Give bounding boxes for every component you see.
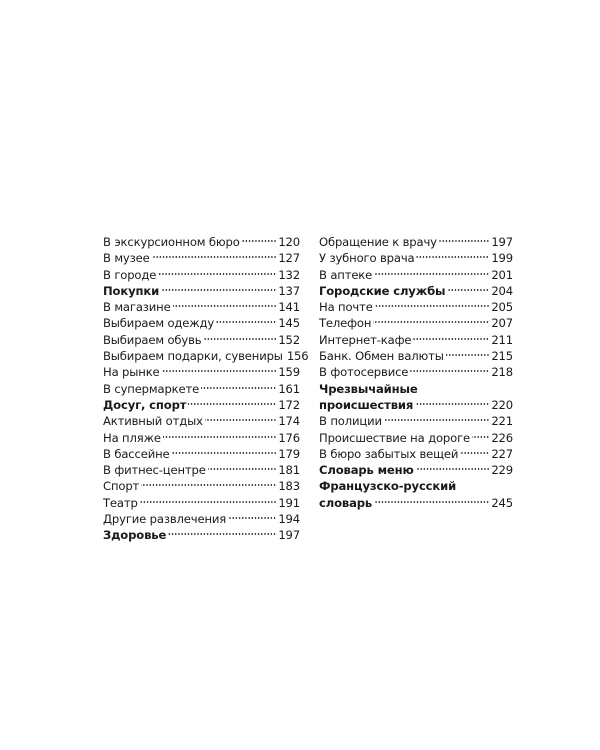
toc-entry-title: В супермаркете xyxy=(103,381,200,396)
toc-entry xyxy=(319,364,513,380)
leader-dots xyxy=(208,467,277,471)
toc-entry xyxy=(103,511,300,527)
toc-entry-title: Другие развлечения xyxy=(103,512,227,527)
toc-section-heading xyxy=(319,478,513,511)
leader-dots xyxy=(158,272,276,276)
toc-section-heading xyxy=(103,397,300,413)
toc-entry-title: На почте xyxy=(319,300,373,315)
leader-dots xyxy=(413,337,489,341)
leader-dots xyxy=(161,288,276,292)
toc-entry xyxy=(103,332,300,348)
toc-entry-page: 191 xyxy=(278,495,300,510)
toc-entry-page: 201 xyxy=(491,267,513,282)
toc-entry-page: 152 xyxy=(278,332,300,347)
toc-entry-title: Банк. Обмен валюты xyxy=(319,349,444,364)
toc-entry-title: Активный отдых xyxy=(103,414,203,429)
toc-entry-page: 161 xyxy=(278,381,300,396)
toc-entry-page: 172 xyxy=(278,397,300,412)
toc-entry-page: 145 xyxy=(278,316,300,331)
toc-entry-title: Интернет-кафе xyxy=(319,332,412,347)
toc-entry-title: Городские службы xyxy=(319,283,446,298)
toc-entry xyxy=(103,234,300,250)
toc-entry xyxy=(319,315,513,331)
toc-entry-page: 205 xyxy=(491,300,513,315)
toc-entry-title-line: словарь xyxy=(319,495,373,510)
leader-dots xyxy=(172,451,277,455)
toc-entry xyxy=(319,348,513,364)
toc-entry-page: 137 xyxy=(278,283,300,298)
leader-dots xyxy=(205,418,277,422)
toc-entry-page: 221 xyxy=(491,414,513,429)
toc-entry-page: 179 xyxy=(278,446,300,461)
toc-entry xyxy=(319,250,513,266)
toc-entry-page: 127 xyxy=(278,251,300,266)
toc-entry-page: 176 xyxy=(278,430,300,445)
toc-entry xyxy=(103,299,300,315)
toc-entry xyxy=(103,462,300,478)
toc-entry xyxy=(103,348,309,364)
leader-dots xyxy=(216,320,276,324)
toc-entry-title: В полиции xyxy=(319,414,382,429)
toc-entry-page: 194 xyxy=(278,512,300,527)
leader-dots xyxy=(152,255,277,259)
toc-entry-title: На рынке xyxy=(103,365,160,380)
toc-entry xyxy=(319,413,513,429)
toc-section-heading xyxy=(319,381,513,414)
leader-dots xyxy=(204,337,277,341)
toc-entry-title: Обращение к врачу xyxy=(319,235,437,249)
toc-entry-page: 156 xyxy=(286,349,309,364)
toc-entry xyxy=(103,250,300,266)
toc-section-heading xyxy=(103,527,300,543)
toc-entry-page: 215 xyxy=(491,349,513,364)
leader-dots xyxy=(373,320,489,324)
toc-entry-title: В экскурсионном бюро xyxy=(103,235,240,249)
leader-dots xyxy=(439,239,489,243)
toc-entry-title: Театр xyxy=(103,495,138,510)
leader-dots xyxy=(375,304,490,308)
toc-entry xyxy=(103,267,300,283)
leader-dots xyxy=(374,272,489,276)
toc-entry-page: 174 xyxy=(278,414,300,429)
leader-dots xyxy=(374,500,489,504)
toc-entry-page: 199 xyxy=(491,251,513,266)
toc-entry-page: 229 xyxy=(491,463,513,478)
toc-entry-title-line: Чрезвычайные xyxy=(319,381,418,396)
toc-entry-page: 181 xyxy=(278,463,300,478)
toc-entry-page: 183 xyxy=(278,479,300,494)
toc-entry-title: На пляже xyxy=(103,430,161,445)
toc-entry xyxy=(319,267,513,283)
toc-entry-title: Здоровье xyxy=(103,528,167,543)
toc-entry-page: 204 xyxy=(491,283,513,298)
toc-entry-title: В фотосервисе xyxy=(319,365,409,380)
toc-entry-title: Досуг, спорт xyxy=(103,397,187,412)
toc-entry-page: 218 xyxy=(491,365,513,380)
toc-section-heading xyxy=(319,462,513,478)
toc-entry xyxy=(319,430,513,446)
leader-dots xyxy=(416,467,490,471)
toc-entry-title: В бюро забытых вещей xyxy=(319,446,459,461)
toc-entry-title: В магазине xyxy=(103,300,171,315)
toc-entry-title: В бассейне xyxy=(103,446,170,461)
leader-dots xyxy=(162,369,277,373)
leader-dots xyxy=(188,402,276,406)
toc-entry-title: Спорт xyxy=(103,479,140,494)
toc-entry-title: В музее xyxy=(103,251,150,266)
toc-entry-title: В аптеке xyxy=(319,267,373,282)
toc-column-right xyxy=(319,234,513,544)
toc-entry-page: 159 xyxy=(278,365,300,380)
toc-entry-title: Словарь меню xyxy=(319,463,414,478)
toc-entry xyxy=(103,430,300,446)
toc-entry-page: 220 xyxy=(491,397,513,412)
toc-entry-title: В городе xyxy=(103,267,157,282)
leader-dots xyxy=(410,369,489,373)
toc-column-left xyxy=(103,234,309,544)
table-of-contents xyxy=(103,234,513,544)
toc-entry-page: 227 xyxy=(491,446,513,461)
toc-entry-title-line: Французско-русский xyxy=(319,479,457,494)
leader-dots xyxy=(384,418,489,422)
leader-dots xyxy=(447,288,489,292)
toc-entry-row xyxy=(319,495,513,511)
leader-dots xyxy=(140,500,277,504)
toc-entry-page: 141 xyxy=(278,300,300,315)
leader-dots xyxy=(416,255,489,259)
toc-entry-page: 211 xyxy=(491,332,513,347)
leader-dots xyxy=(446,353,490,357)
toc-entry-title: Выбираем подарки, сувениры xyxy=(103,349,283,364)
toc-entry-title: Выбираем одежду xyxy=(103,316,215,331)
leader-dots xyxy=(173,304,277,308)
leader-dots xyxy=(415,402,489,406)
toc-entry-page: 132 xyxy=(278,267,300,282)
leader-dots xyxy=(168,532,276,536)
toc-entry xyxy=(103,446,300,462)
toc-entry-title: Покупки xyxy=(103,283,160,298)
toc-entry xyxy=(319,299,513,315)
toc-entry xyxy=(103,495,300,511)
toc-entry-title: У зубного врача xyxy=(319,251,415,266)
toc-entry xyxy=(319,332,513,348)
toc-entry-title: Происшествие на дороге xyxy=(319,430,470,445)
toc-entry-title: Телефон xyxy=(319,316,372,331)
toc-entry-title-line: происшествия xyxy=(319,397,414,412)
leader-dots xyxy=(242,239,277,243)
leader-dots xyxy=(228,516,276,520)
toc-entry-page: 207 xyxy=(491,316,513,331)
toc-entry-page: 226 xyxy=(491,430,513,445)
leader-dots xyxy=(141,483,276,487)
leader-dots xyxy=(472,435,489,439)
toc-entry-page: 197 xyxy=(491,235,513,249)
leader-dots xyxy=(460,451,489,455)
toc-entry-title: Выбираем обувь xyxy=(103,332,202,347)
leader-dots xyxy=(201,386,276,390)
toc-entry-title: В фитнес-центре xyxy=(103,463,206,478)
toc-entry-page: 197 xyxy=(278,528,300,543)
toc-entry xyxy=(319,446,513,462)
toc-entry xyxy=(103,413,300,429)
toc-entry-page: 245 xyxy=(491,495,513,510)
toc-entry xyxy=(103,478,300,494)
toc-entry xyxy=(103,364,300,380)
toc-entry xyxy=(103,381,300,397)
toc-entry xyxy=(319,234,513,250)
leader-dots xyxy=(163,435,276,439)
toc-entry-page: 120 xyxy=(278,235,300,249)
toc-section-heading xyxy=(319,283,513,299)
toc-section-heading xyxy=(103,283,300,299)
toc-entry-row xyxy=(319,397,513,413)
toc-entry xyxy=(103,315,300,331)
